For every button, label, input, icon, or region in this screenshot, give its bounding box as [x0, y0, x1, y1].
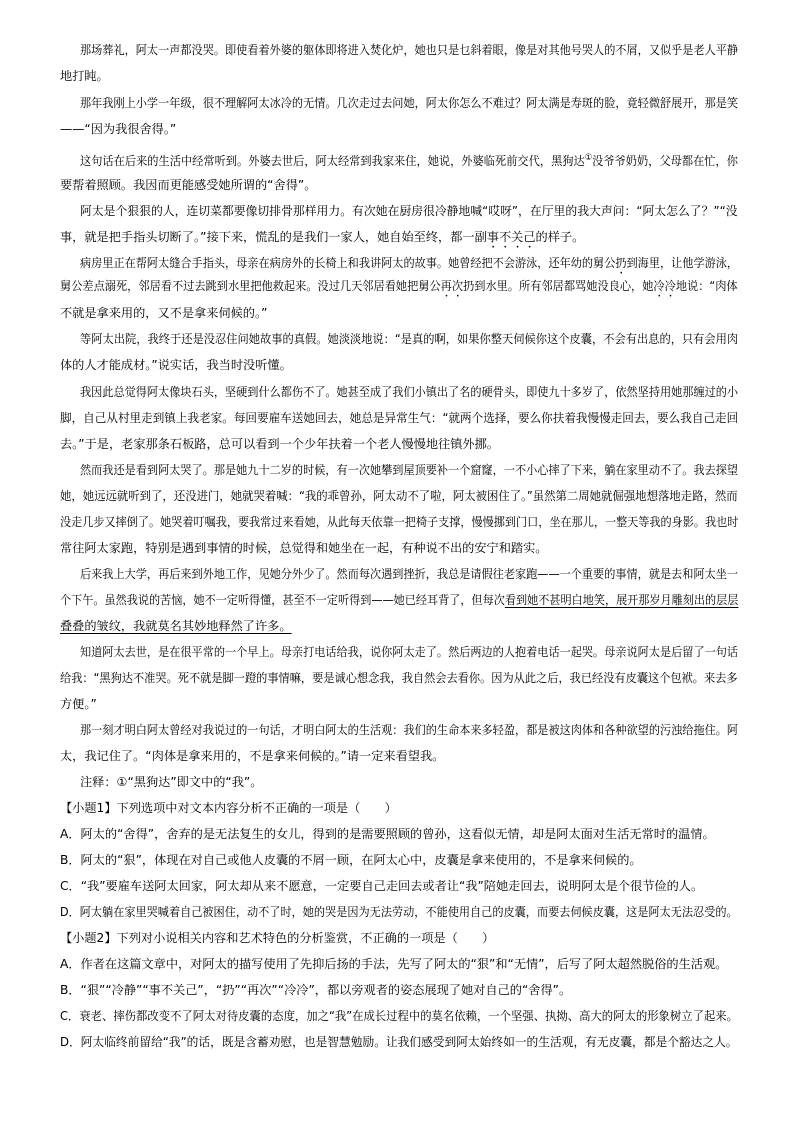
question-2-option-d: D．阿太临终前留给“我”的话，既是含蓄劝慰，也是智慧勉励。让我们感受到阿太始终如一的生活观，有无皮囊，都是个豁达之人。 — [60, 1035, 738, 1049]
story-p5-line2: 舅公差点溺死，邻居看不过去跳到水里把他救起来。没过几天邻居看她把舅公再次扔到水里。所有邻居都骂她没良心，她冷冷地说：“肉体 — [60, 279, 738, 293]
story-p11-line1: 那一刻才明白阿太曾经对我说过的一句话，才明白阿太的生活观：我们的生命本来多轻盈，都是被这肉体和各种欲望的污浊给拖住。阿 — [80, 723, 739, 737]
story-p6-line2: 体的人才能成材。”说实话，我当时没听懂。 — [60, 358, 292, 372]
story-p5-line3: 不就是拿来用的，又不是拿来伺候的。” — [60, 306, 268, 320]
question-1-option-d: D．阿太躺在家里哭喊着自己被困住，动不了时，她的哭是因为无法劳动，不能使用自己的皮囊，而要去伺候皮囊，这是阿太无法忍受的。 — [60, 905, 738, 919]
story-p8-line2: 她，她远远就听到了，还没进门，她就哭着喊：“我的乖曾孙，阿太动不了啦，阿太被困住了。”虽然第二周她就倔强地想落地走路，然而 — [60, 489, 738, 503]
story-p1-line1: 那场葬礼，阿太一声都没哭。即使看着外婆的躯体即将进入焚化炉，她也只是乜斜着眼，像是对其他号哭人的不屑，又似乎是老人平静 — [80, 43, 739, 57]
story-p8-line3: 没走几步又摔倒了。她哭着叮嘱我，要我常过来看她，从此每天依靠一把椅子支撑，慢慢挪到门口，坐在那儿，一整天等我的身影。我也时 — [60, 515, 739, 529]
emphasis-dotted-text: 事不关己 — [486, 230, 536, 244]
story-p4-line2: 事，就是把手指头切断了。”接下来，慌乱的是我们一家人，她自始至终，都一副事不关己的样子。 — [60, 230, 585, 244]
footnote: 注释：①“黑狗达”即文中的“我”。 — [80, 775, 263, 789]
question-1-stem: 【小题1】下列选项中对文本内容分析不正确的一项是（ ） — [60, 801, 397, 815]
story-p10-line3: 方便。” — [60, 697, 97, 711]
question-1-option-a: A．阿太的“舍得”，舍弃的是无法复生的女儿，得到的是需要照顾的曾孙，这看似无情，却是阿太面对生活无常时的温情。 — [60, 827, 715, 841]
story-p8-line4: 常往阿太家跑，特别是遇到事情的时候，总觉得和她坐在一起，有种说不出的安宁和踏实。 — [60, 541, 548, 555]
underlined-sentence: 看到她不甚明白地笑，展开那岁月雕刻出的层层 — [504, 593, 739, 607]
story-p7-line2: 脚，自己从村里走到镇上我老家。每回要雇车送她回去，她总是异常生气：“就两个选择，要么你扶着我慢慢走回去，要么我自己走回 — [60, 411, 739, 425]
story-p9-line2: 个下午。虽然我说的苦恼，她不一定听得懂，甚至不一定听得到——她已经耳背了，但每次看到她不甚明白地笑，展开那岁月雕刻出的层层 — [60, 593, 739, 607]
question-1-option-c: C．“我”要雇车送阿太回家，阿太却从来不愿意，一定要自己走回去或者让“我”陪她走回去，说明阿太是个很节俭的人。 — [60, 879, 704, 893]
story-p3-line2: 要帮着照顾。我因而更能感受她所谓的“舍得”。 — [60, 178, 317, 192]
story-p10-line2: 给我：“黑狗达不准哭。死不就是脚一蹬的事情嘛，要是诚心想念我，我自然会去看你。因为从此之后，我已经没有皮囊这个包袱。来去多 — [60, 671, 738, 685]
question-2-option-c: C．衰老、摔伤都改变不了阿太对待皮囊的态度，加之“我”在成长过程中的莫名依赖，一个坚强、执拗、高大的阿太的形象树立了起来。 — [60, 1009, 739, 1023]
emphasis-dotted-text: 再次 — [440, 279, 464, 293]
story-p11-line2: 太，我记住了。“肉体是拿来用的，不是拿来伺候的。”请一定来看望我。 — [60, 749, 445, 763]
story-p10-line1: 知道阿太去世，是在很平常的一个早上。母亲打电话给我，说你阿太走了。然后两边的人抱着电话一起哭。母亲说阿太是后留了一句话 — [80, 645, 739, 659]
story-p6-line1: 等阿太出院，我终于还是没忍住问她故事的真假。她淡淡地说：“是真的啊，如果你整天伺候你这个皮囊，不会有出息的，只有会用肉 — [80, 332, 739, 346]
story-p3-line1: 这句话在后来的生活中经常听到。外婆去世后，阿太经常到我家来住，她说，外婆临死前交代，黑狗达①没爷爷奶奶，父母都在忙，你 — [80, 153, 738, 169]
story-p7-line3: 去。”于是，老家那条石板路，总可以看到一个少年扶着一个老人慢慢地往镇外挪。 — [60, 437, 499, 451]
story-p8-line1: 然而我还是看到阿太哭了。那是她九十二岁的时候，有一次她攀到屋顶要补一个窟窿，一不小心摔了下来，躺在家里动不了。我去探望 — [80, 463, 739, 477]
emphasis-dotted-text: 冷冷 — [653, 279, 676, 293]
story-p2-line2: ——“因为我很舍得。” — [60, 122, 177, 136]
story-p1-line2: 地打盹。 — [60, 69, 109, 83]
question-2-stem: 【小题2】下列对小说相关内容和艺术特色的分析鉴赏，不正确的一项是（ ） — [60, 931, 495, 945]
story-p4-line1: 阿太是个狠狠的人，连切菜都要像切排骨那样用力。有次她在厨房很冷静地喊“哎呀”，在厅里的我大声问：“阿太怎么了？”“没 — [80, 204, 738, 218]
question-2-option-b: B．“狠”“冷静”“事不关己”，“扔”“再次”“冷冷”，都以旁观者的姿态展现了她对自己的“舍得”。 — [60, 983, 572, 997]
story-p7-line1: 我因此总觉得阿太像块石头，坚硬到什么都伤不了。她甚至成了我们小镇出了名的硬骨头，即使九十多岁了，依然坚持用她那缠过的小 — [80, 385, 739, 399]
underlined-sentence-end: 叠叠的皱纹，我就莫名其妙地释然了许多。 — [60, 619, 292, 633]
question-2-option-a: A．作者在这篇文章中，对阿太的描写使用了先抑后扬的手法，先写了阿太的“狠”和“无情”，后写了阿太超然脱俗的生活观。 — [60, 957, 728, 971]
footnote-marker: ① — [584, 153, 593, 163]
story-p9-line1: 后来我上大学，再后来到外地工作，见她分外少了。然而每次遇到挫折，我总是请假往老家跑——一个重要的事情，就是去和阿太坐一 — [80, 567, 739, 581]
emphasis-dotted-text: 扔 — [615, 256, 627, 270]
story-p5-line1: 病房里正在帮阿太缝合手指头，母亲在病房外的长椅上和我讲阿太的故事。她曾经把不会游泳，还年幼的舅公扔到海里，让他学游泳， — [80, 256, 739, 270]
question-1-option-b: B．阿太的“狠”，体现在对自己或他人皮囊的不屑一顾，在阿太心中，皮囊是拿来使用的，不是拿来伺候的。 — [60, 853, 642, 867]
story-p2-line1: 那年我刚上小学一年级，很不理解阿太冰冷的无情。几次走过去问她，阿太你怎么不难过？阿太满是寿斑的脸，竟轻微舒展开，那是笑 — [80, 96, 739, 110]
